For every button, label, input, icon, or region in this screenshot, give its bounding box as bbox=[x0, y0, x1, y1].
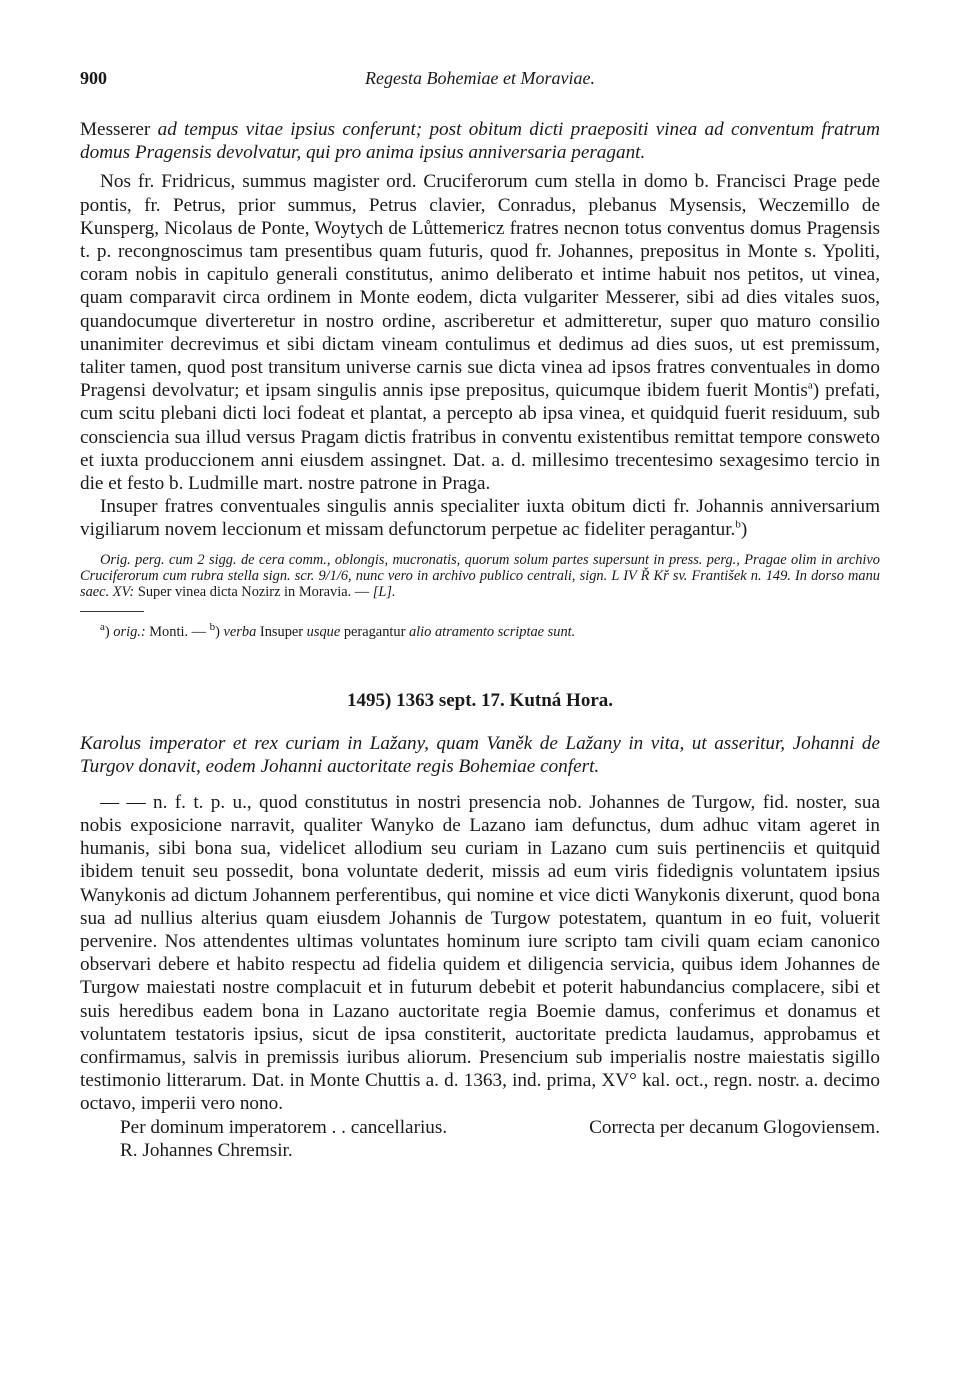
source-note-italic: Orig. perg. cum 2 sigg. de cera comm., oblongis, mucronatis, quorum solum partes supersunt in press. perg., Pragae olim in archivo Cruciferorum cum rubra stella sign. scr. 9/1/6, nunc vero in archivo publico centrali, sign. L IV Ř Kř sv. František n. 149. In dorso manu saec. XV: bbox=[80, 551, 880, 601]
footnote-ref-a: a bbox=[807, 379, 813, 392]
summary-italic: ad tempus vitae ipsius conferunt; post obitum dicti praepositi vinea ad conventum fratrum domus Pragensis devolvatur, qui pro anima ipsius anniversaria peragant. bbox=[80, 119, 880, 164]
footnote-ref-b: b bbox=[735, 519, 741, 532]
addendum-end: ) bbox=[740, 519, 748, 541]
charter-addendum bbox=[80, 495, 880, 541]
source-note-plain: Super vinea dicta Nozirz in Moravia. — bbox=[137, 584, 373, 601]
chancery-note-right: Correcta per decanum Glogoviensem. bbox=[589, 1116, 880, 1138]
source-note-end: [L]. bbox=[372, 584, 396, 601]
charter-text-1: Nos fr. Fridricus, summus magister ord. Cruciferorum cum stella in domo b. Francisci Prage pede pontis, fr. Petrus, prior summus, Petrus clavier, Conradus, plebanus Mysensis, Weczemillo de Kunsperg, Nicolaus de Ponte, Woytych de Lůttemericz fratres necnon totus conventus domus Pragensis t. p. recongnoscimus tam presentibus quam futuris, quod fr. Johannes, prepositus in Monte s. Ypoliti, coram nobis in capitulo generali constitutus, animo deliberato et intime habuit nos petitos, ut vinea, quam comparavit circa ordinem in Monte eodem, dicta vulgariter Messerer, sibi ad dies vitales suos, quandocumque diverteretur in nostro ordine, ascriberetur et admitteretur, super quo maturo consilio unanimiter decrevimus et sibi dictam vineam contulimus et dedimus ad dies suos, ut est premissum, taliter tamen, quod post transitum universe carnis sue dicta vinea ad ipsos fratres conventuales in domo Pragensi devolvatur; et ipsam singulis annis ipse prepositus, quicumque ibidem fuerit Montis bbox=[80, 171, 880, 402]
charter-text-2: ) prefati, cum scitu plebani dicti loci fodeat et plantat, a percepto ab ipsa vinea, et quidquid fuerit residuum, sub consciencia sua illud versus Pragam dictis fratribus in conventu existentibus remittat tempore consweto et iuxta produccionem anni eiusdem assingnet. Dat. a. d. millesimo trecentesimo sexagesimo tercio in die et festo b. Ludmille mart. nostre patrone in Praga. bbox=[80, 380, 880, 495]
document-body: — — n. f. t. p. u., quod constitutus in nostri presencia nob. Johannes de Turgow, fid. noster, sua nobis exposicione narravit, qualiter Wanyko de Lazano iam defunctus, dum adhuc vitam ageret in humanis, sibi bona sua, videlicet allodium seu curiam in Lazano cum suis pertinenciis et quitquid ibidem tenuit seu possedit, bona voluntate dederit, missis ad eum viris fidedignis voluntatem ipsius Wanykonis ad dictum Johannem perferentibus, qui nomine et vice dicti Wanykonis dixerunt, quod bona sua ad nullius alterius quam eiusdem Johannis de Turgow potestatem, quantum in eo fuit, voluerit pervenire. Nos attendentes ultimas voluntates hominum iure scripto tam civili quam eciam canonico observari debere et habito respectu ad fidelia quidem et diligencia servicia, quibus idem Johannes de Turgow maiestati nostre complacuit et in futurum debebit et poterit habundancius complacere, sibi et suis heredibus eadem bona in Lazano auctoritate regia Boemie damus, conferimus et donamus et voluntatem testatoris ipsius, sicut de ipsa constiterit, auctoritate predicta laudamus, approbamus et confirmamus, salvis in premissis iuribus aliorum. Presencium sub imperialis nostre maiestatis sigillo testimonio litterarum. Dat. in Monte Chuttis a. d. 1363, ind. prima, XV° kal. oct., regn. nostr. a. decimo octavo, imperii vero nono. bbox=[80, 791, 880, 1115]
document-regest: Karolus imperator et rex curiam in Lažany, quam Vaněk de Lažany in vita, ut asseritur, Johanni de Turgov donavit, eodem Johanni auctoritate regis Bohemiae confert. bbox=[80, 733, 880, 778]
previous-document-summary bbox=[80, 118, 880, 164]
chancery-notes bbox=[80, 1116, 880, 1139]
footnote-b-text-2: peragantur bbox=[343, 623, 409, 640]
source-note bbox=[80, 552, 880, 601]
chancery-note-left: Per dominum imperatorem . . cancellarius. bbox=[120, 1116, 448, 1138]
addendum-text: Insuper fratres conventuales singulis annis specialiter iuxta obitum dicti fr. Johannis anniversarium vigiliarum novem leccionum et missam defunctorum perpetue ac fideliter peragantur. bbox=[80, 496, 880, 541]
footnote-b-italic-2: usque bbox=[306, 623, 344, 640]
page-number: 900 bbox=[80, 68, 107, 88]
page-header bbox=[80, 68, 880, 98]
document-heading: 1495) 1363 sept. 17. Kutná Hora. bbox=[347, 690, 613, 712]
footnote-a-paren: ) bbox=[104, 623, 114, 640]
summary-plain: Messerer bbox=[80, 119, 158, 140]
footnote-mark-a: a bbox=[100, 621, 105, 634]
registrar-note: R. Johannes Chremsir. bbox=[120, 1139, 293, 1161]
footnote-a-text: Monti. — bbox=[149, 623, 210, 640]
footnote-b-text-1: Insuper bbox=[259, 623, 307, 640]
footnote-b-italic-3: alio atramento scriptae sunt. bbox=[408, 623, 576, 640]
document-page bbox=[80, 68, 880, 1162]
footnotes bbox=[80, 621, 880, 640]
footnote-divider bbox=[80, 611, 144, 612]
charter-text bbox=[80, 170, 880, 495]
footnote-b-italic-1: verba bbox=[223, 623, 260, 640]
footnote-b-paren: ) bbox=[215, 623, 224, 640]
footnote-a-italic: orig.: bbox=[113, 623, 150, 640]
footnote-mark-b: b bbox=[209, 621, 216, 634]
running-title: Regesta Bohemiae et Moraviae. bbox=[365, 68, 595, 88]
